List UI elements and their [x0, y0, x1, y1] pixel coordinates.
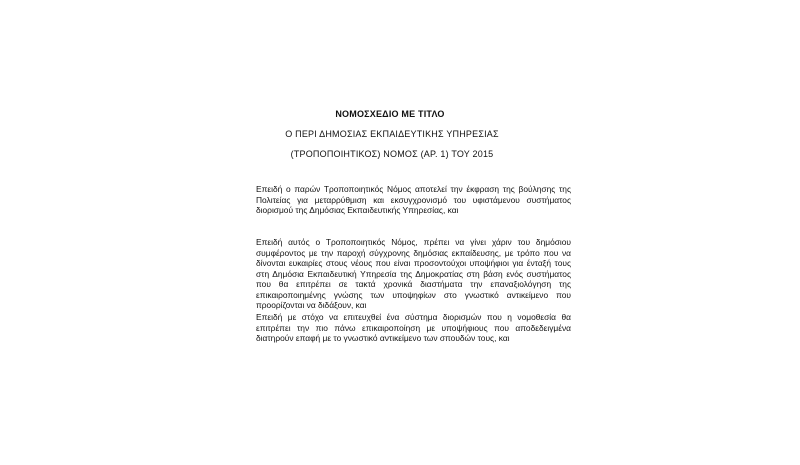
paragraph-3: Επειδή με στόχο να επιτευχθεί ένα σύστημα διορισμών που η νομοθεσία θα επιτρέπει την πιο πάνω επικαιροποίηση με υποψήφιους που αποδεδειγμένα διατηρούν επαφή με το γνωστικό αντικείμενο των σπουδών τους, και	[256, 312, 571, 343]
document-title	[0, 109, 800, 119]
document-subtitle-line-1	[0, 129, 800, 139]
subtitle-line-2-text: (ΤΡΟΠΟΠΟΙΗΤΙΚΟΣ) ΝΟΜΟΣ (ΑΡ. 1) ΤΟΥ 2015	[290, 149, 494, 159]
paragraph-2: Επειδή αυτός ο Τροποποιητικός Νόμος, πρέπει να γίνει χάριν του δημόσιου συμφέροντος με την παροχή σύγχρονης δημόσιας εκπαίδευσης, με τρόπο που να δίνονται ευκαιρίες στους νέους που είναι προσοντούχοι υποψήφιοι για ένταξή τους στη Δημόσια Εκπαιδευτική Υπηρεσία της Δημοκρατίας στη βάση ενός συστήματος που θα επιτρέπει σε τακτά χρονικά διαστήματα την επαναξιολόγηση της επικαιροποιημένης γνώσης των υποψηφίων στο γνωστικό αντικείμενο που προορίζονται να διδάξουν, και	[256, 237, 571, 310]
document-subtitle-line-2	[0, 149, 800, 159]
paragraph-1: Επειδή ο παρών Τροποποιητικός Νόμος αποτελεί την έκφραση της βούλησης της Πολιτείας για μεταρρύθμιση και εκσυγχρονισμό του υφιστάμενου συστήματος διορισμού της Δημόσιας Εκπαιδευτικής Υπηρεσίας, και	[256, 184, 571, 215]
document-title-text: ΝΟΜΟΣΧΕΔΙΟ ΜΕ ΤΙΤΛΟ	[335, 109, 445, 119]
subtitle-line-1-text: Ο ΠΕΡΙ ΔΗΜΟΣΙΑΣ ΕΚΠΑΙΔΕΥΤΙΚΗΣ ΥΠΗΡΕΣΙΑΣ	[285, 129, 499, 139]
